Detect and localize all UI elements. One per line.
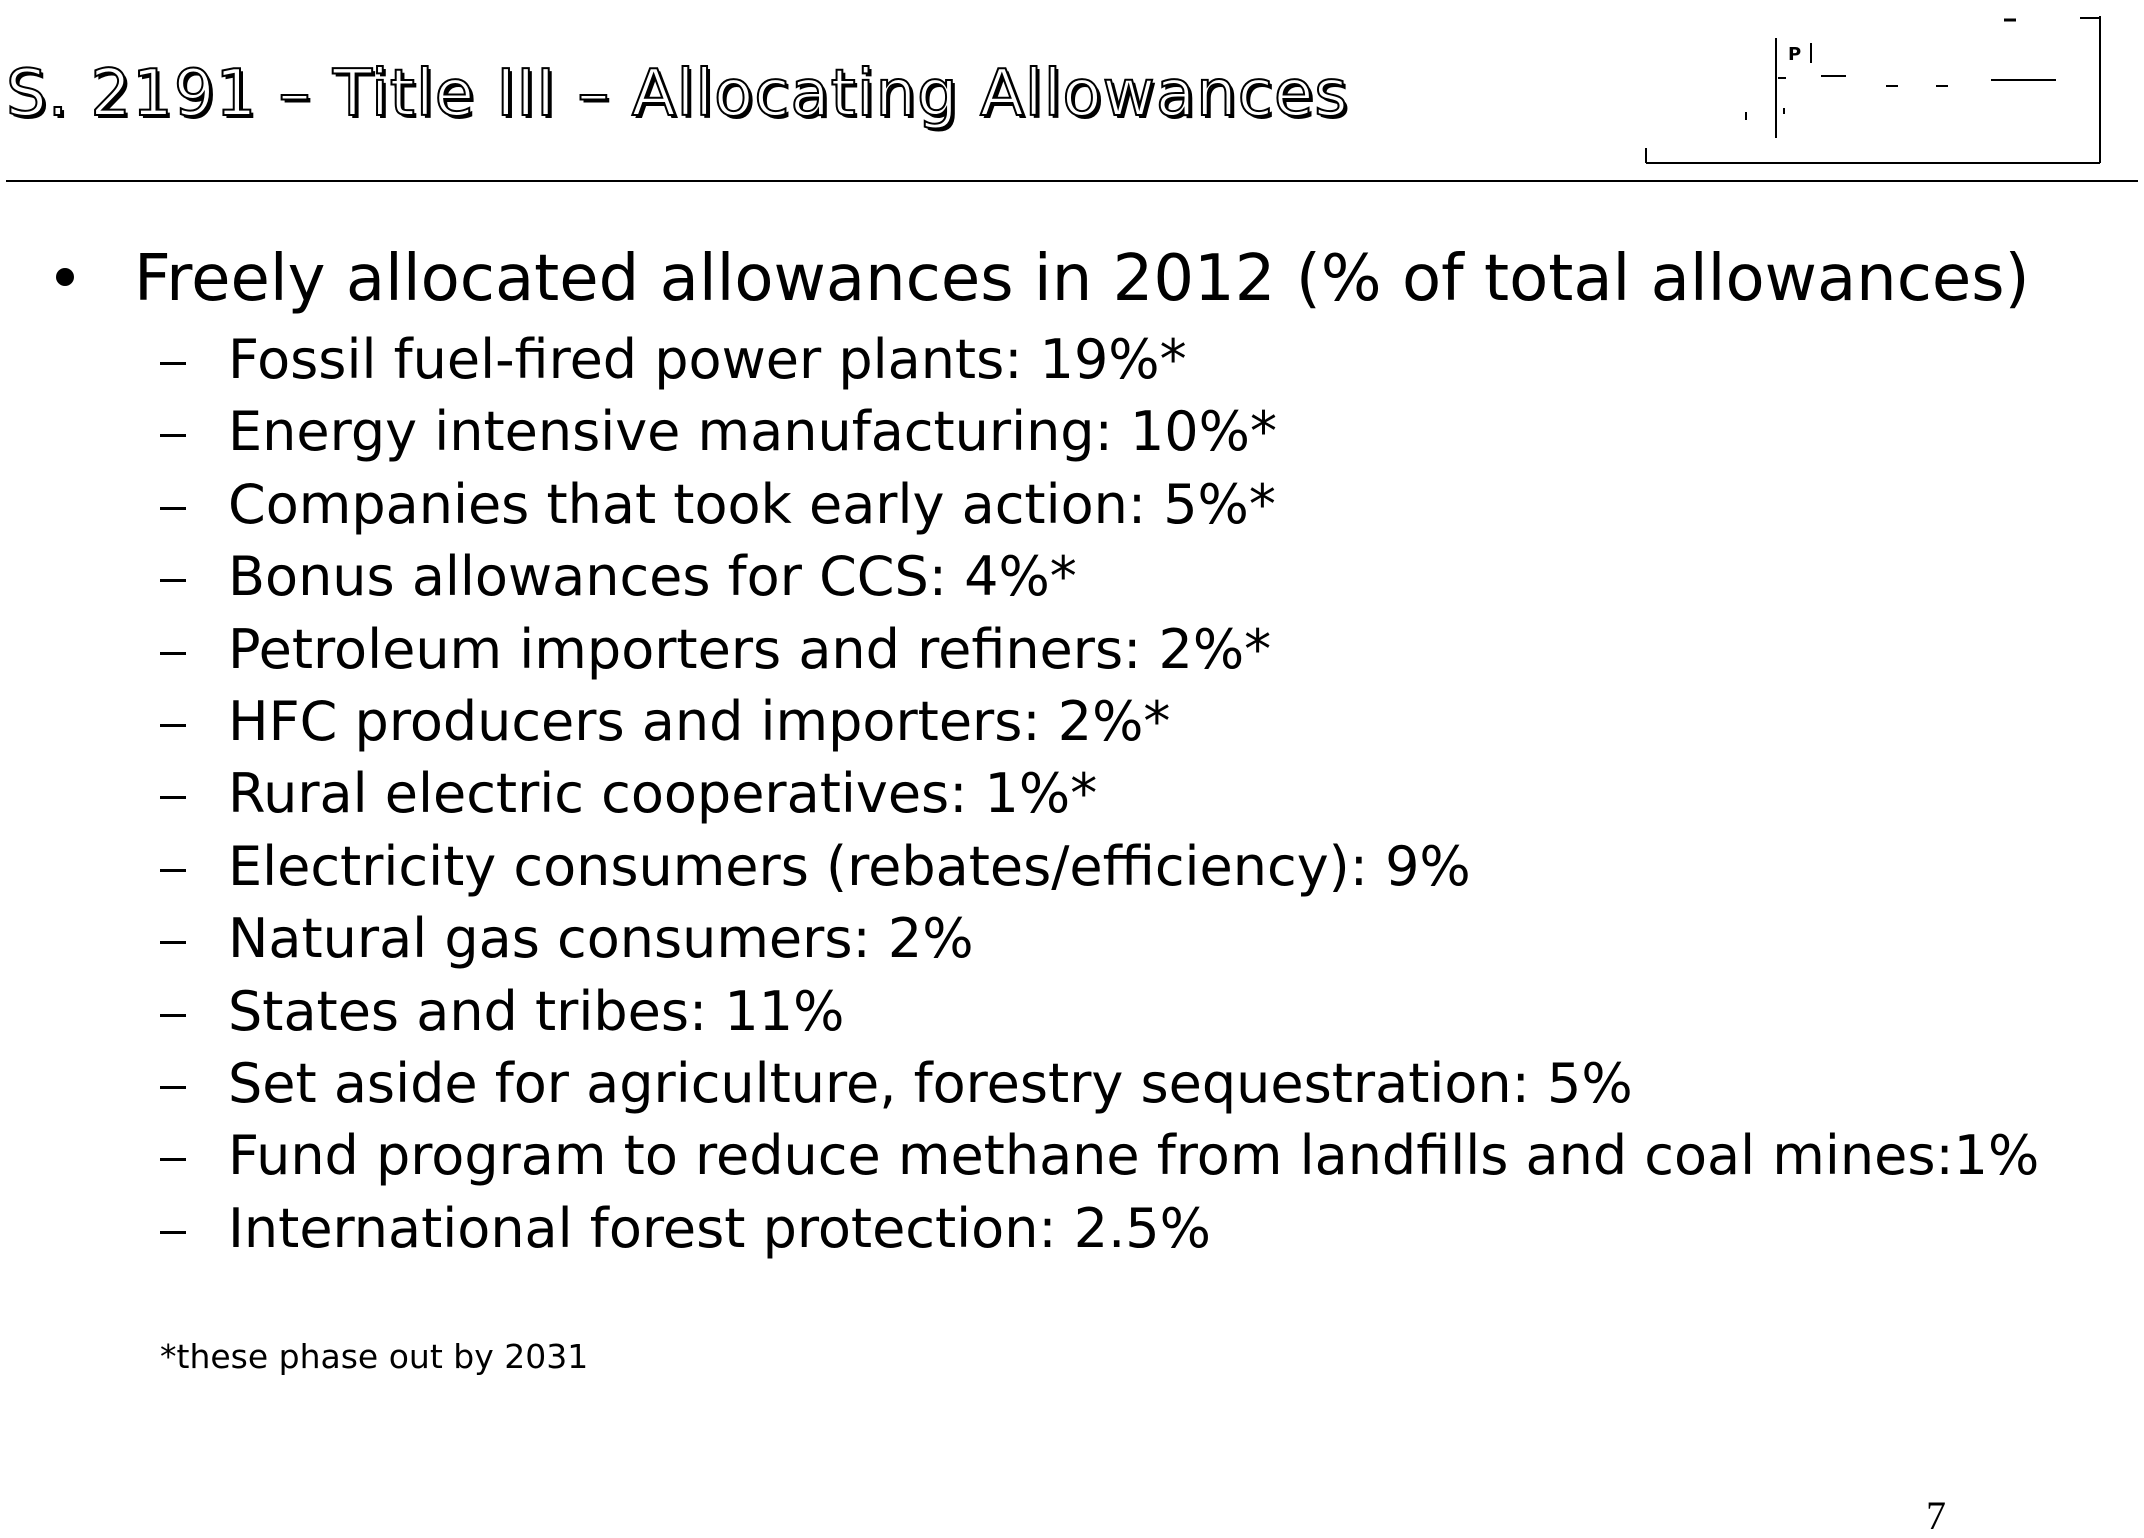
- logo-letter: P: [1788, 44, 1802, 65]
- list-item-text: Electricity consumers (rebates/efficiency): 9%: [228, 834, 1471, 898]
- footnote: *these phase out by 2031: [160, 1337, 589, 1376]
- list-item-text: Bonus allowances for CCS: 4%*: [228, 545, 1077, 609]
- dash-marker: [160, 796, 186, 799]
- list-item-text: Fund program to reduce methane from landfills and coal mines:1%: [228, 1124, 2040, 1188]
- bullet-dot: [56, 268, 74, 286]
- dash-marker: [160, 507, 186, 510]
- list-item-text: States and tribes: 11%: [228, 979, 845, 1043]
- dash-marker: [160, 1014, 186, 1017]
- main-bullet: [56, 238, 2116, 328]
- dash-marker: [160, 941, 186, 944]
- dash-marker: [160, 869, 186, 872]
- list-item-text: HFC producers and importers: 2%*: [228, 689, 1171, 753]
- list-item-text: Natural gas consumers: 2%: [228, 907, 974, 971]
- list-item-text: Set aside for agriculture, forestry sequestration: 5%: [228, 1051, 1633, 1115]
- dash-marker: [160, 724, 186, 727]
- list-item-text: International forest protection: 2.5%: [228, 1196, 1211, 1260]
- list-item-text: Petroleum importers and refiners: 2%*: [228, 617, 1272, 681]
- dash-marker: [160, 1231, 186, 1234]
- logo: [1636, 8, 2116, 168]
- list-item-text: Companies that took early action: 5%*: [228, 472, 1276, 536]
- dash-marker: [160, 652, 186, 655]
- page-number: 7: [1926, 1493, 1946, 1538]
- list-item-text: Energy intensive manufacturing: 10%*: [228, 400, 1277, 464]
- dash-marker: [160, 579, 186, 582]
- list-item-text: Rural electric cooperatives: 1%*: [228, 762, 1098, 826]
- dash-marker: [160, 434, 186, 437]
- dash-marker: [160, 362, 186, 365]
- title-divider: [6, 180, 2138, 182]
- dash-marker: [160, 1158, 186, 1161]
- slide-title: S. 2191 – Title III – Allocating Allowances: [6, 57, 1349, 131]
- main-bullet-text: Freely allocated allowances in 2012 (% of total allowances): [134, 242, 2030, 316]
- list-item-text: Fossil fuel-fired power plants: 19%*: [228, 328, 1187, 391]
- dash-marker: [160, 1086, 186, 1089]
